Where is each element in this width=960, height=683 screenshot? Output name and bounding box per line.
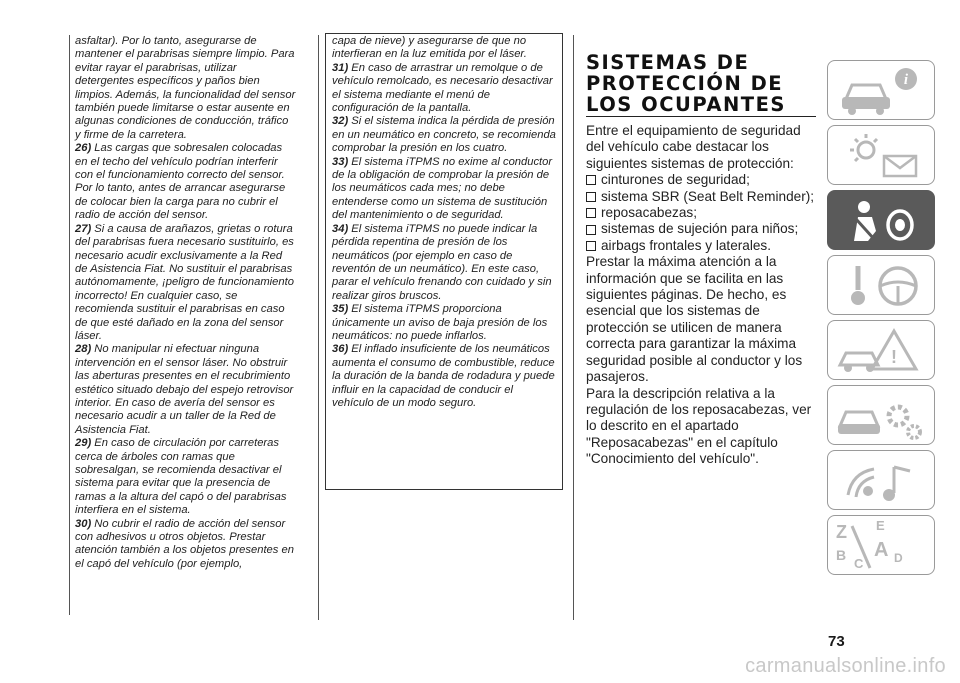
- note-text: No manipular ni efectuar ninguna intervención en el sensor láser. No obstruir las aberturas presentes en el recubrimiento estético situado debajo del espejo retrovisor interior. En caso de avería del sensor es necesario acudir a un taller de la Red de Asistencia Fiat.: [75, 343, 294, 436]
- title-rule: [586, 116, 816, 117]
- bullet-item: [586, 221, 818, 237]
- warning-triangle-car-icon: [828, 321, 935, 380]
- note-text: No cubrir el radio de acción del sensor con adhesivos u otros objetos. Prestar atención también a los objetos presentes en el capó del vehículo (por ejemplo,: [75, 517, 294, 570]
- note-paragraph: [75, 437, 297, 517]
- note-paragraph: [332, 62, 557, 116]
- tab-emergency[interactable]: [827, 320, 935, 380]
- index-letters-icon: [828, 516, 935, 575]
- section-title: [586, 52, 814, 115]
- bullet-text: airbags frontales y laterales.: [601, 237, 772, 253]
- multimedia-icon: [828, 451, 935, 510]
- note-paragraph: [332, 303, 557, 343]
- index-letter: A: [874, 539, 889, 561]
- checkbox-bullet-icon: [586, 175, 596, 185]
- body-paragraph: Para la descripción relativa a la regulación de los reposacabezas, ver lo descrito en el apartado "Reposacabezas" en el capítulo "Conocimiento del vehículo".: [586, 385, 812, 467]
- note-text: capa de nieve) y asegurarse de que no interfieran en la luz emitida por el láser.: [332, 35, 527, 61]
- note-paragraph: [332, 115, 557, 155]
- notes-column-1: [75, 35, 297, 571]
- index-letter: Z: [836, 522, 847, 542]
- section-title-line: PROTECCIÓN DE: [586, 72, 784, 95]
- tab-starting-driving[interactable]: [827, 255, 935, 315]
- lights-envelope-icon: [828, 126, 935, 185]
- note-paragraph: [75, 142, 297, 222]
- column-divider: [573, 35, 574, 620]
- bullet-text: sistema SBR (Seat Belt Reminder);: [601, 188, 815, 204]
- bullet-item: [586, 205, 818, 221]
- note-number: 33): [332, 155, 349, 168]
- tab-maintenance[interactable]: [827, 385, 935, 445]
- note-paragraph: [332, 343, 557, 410]
- tab-safety[interactable]: [827, 190, 935, 250]
- checkbox-bullet-icon: [586, 225, 596, 235]
- car-info-icon: [828, 61, 935, 120]
- note-number: 34): [332, 222, 349, 235]
- note-paragraph: [332, 223, 557, 303]
- checkbox-bullet-icon: [586, 192, 596, 202]
- seatbelt-airbag-icon: [828, 191, 935, 250]
- index-letter: E: [876, 518, 885, 533]
- key-steering-wheel-icon: [828, 256, 935, 315]
- index-letter: C: [854, 556, 864, 571]
- note-number: 26): [75, 142, 92, 155]
- tab-multimedia[interactable]: [827, 450, 935, 510]
- notes-column-2: [332, 35, 557, 410]
- bullet-item: [586, 172, 818, 188]
- column-divider: [318, 35, 319, 620]
- note-text: El sistema iTPMS no puede indicar la pérdida repentina de presión de los neumáticos (por ejemplo en caso de reventón de un neumático). En este caso, parar el vehículo frenando con cuidado y sin realizar giros bruscos.: [332, 222, 552, 302]
- note-paragraph: [75, 343, 297, 437]
- note-number: 32): [332, 115, 349, 128]
- section-title-line: SISTEMAS DE: [586, 51, 750, 74]
- note-paragraph: [332, 35, 557, 62]
- note-text: Si el sistema indica la pérdida de presión en un neumático en concreto, se recomienda comprobar la presión en los cuatro.: [332, 115, 556, 155]
- body-paragraph: Prestar la máxima atención a la información que se facilita en las siguientes páginas. De hecho, es esencial que los sistemas de protección se utilicen de manera correcta para garantizar la máxima seguridad posible al conductor y los pasajeros.: [586, 254, 803, 385]
- bullet-item: [586, 189, 818, 205]
- note-text: Las cargas que sobresalen colocadas en el techo del vehículo podrían interferir con el funcionamiento correcto del sensor. Por lo tanto, antes de arrancar asegurarse de colocar bien la carga para no cubrir el radio de acción del sensor.: [75, 142, 286, 222]
- tab-vehicle-knowledge[interactable]: [827, 60, 935, 120]
- note-number: 29): [75, 437, 92, 450]
- note-text: En caso de arrastrar un remolque o de vehículo remolcado, es necesario desactivar el sistema mediante el menú de configuración de la pantalla.: [332, 61, 553, 115]
- note-text: En caso de circulación por carreteras cerca de árboles con ramas que sobresalgan, se recomienda desactivar el sistema para evitar que la presencia de ramas a la altura del capó o del parabrisas interfiera en el sistema.: [75, 437, 287, 517]
- tab-index[interactable]: [827, 515, 935, 575]
- note-text: Si a causa de arañazos, grietas o rotura del parabrisas fuera necesario sustituirlo, es necesario acudir exclusivamente a la Red de Asistencia Fiat. No sustituir el parabrisas autónomamente, ¡peligro de funcionamiento incorrecto! En cualquier caso, se recomienda sustituir el parabrisas en caso de que esté dañado en la zona del sensor láser.: [75, 222, 294, 342]
- tab-dashboard[interactable]: [827, 125, 935, 185]
- checkbox-bullet-icon: [586, 208, 596, 218]
- bullet-text: cinturones de seguridad;: [601, 172, 750, 188]
- svg-text:!: !: [891, 347, 897, 367]
- svg-text:i: i: [903, 72, 909, 88]
- index-letter: B: [836, 547, 847, 563]
- note-number: 31): [332, 61, 349, 74]
- note-number: 28): [75, 343, 92, 356]
- intro-paragraph: Entre el equipamiento de seguridad del vehículo cabe destacar los siguientes sistemas de protección:: [586, 123, 801, 171]
- page-number: 73: [828, 633, 845, 650]
- note-number: 30): [75, 517, 92, 530]
- index-letter: D: [894, 551, 903, 565]
- note-text: asfaltar). Por lo tanto, asegurarse de mantener el parabrisas siempre limpio. Para evitar rayar el parabrisas, utilizar detergentes específicos y paños bien limpios. Además, la funcionalidad del sensor también puede limitarse o estar ausente en algunas condiciones de conducción, tráfico y firme de la carretera.: [75, 35, 296, 141]
- note-paragraph: [75, 518, 297, 572]
- car-gears-icon: [828, 386, 935, 445]
- note-number: 27): [75, 222, 92, 235]
- note-paragraph: [75, 223, 297, 344]
- section-title-line: LOS OCUPANTES: [586, 93, 786, 116]
- note-text: El inflado insuficiente de los neumáticos aumenta el consumo de combustible, reduce la duración de la banda de rodadura y puede influir en la capacidad de conducir el vehículo de un modo seguro.: [332, 343, 555, 409]
- section-body: [586, 123, 818, 468]
- note-text: El sistema iTPMS no exime al conductor de la obligación de comprobar la presión de los neumáticos cada mes; no debe entenderse como un sistema de sustitución del mantenimiento o de seguridad.: [332, 155, 553, 222]
- note-paragraph: [332, 156, 557, 223]
- checkbox-bullet-icon: [586, 241, 596, 251]
- column-divider: [69, 35, 70, 615]
- note-number: 36): [332, 343, 349, 356]
- note-number: 35): [332, 303, 349, 316]
- watermark: carmanualsonline.info: [745, 655, 946, 677]
- note-text: El sistema iTPMS proporciona únicamente un aviso de baja presión de los neumáticos: no puede inflarlos.: [332, 303, 548, 342]
- bullet-text: reposacabezas;: [601, 205, 697, 221]
- bullet-text: sistemas de sujeción para niños;: [601, 221, 799, 237]
- note-paragraph: [75, 35, 297, 142]
- bullet-item: [586, 238, 818, 254]
